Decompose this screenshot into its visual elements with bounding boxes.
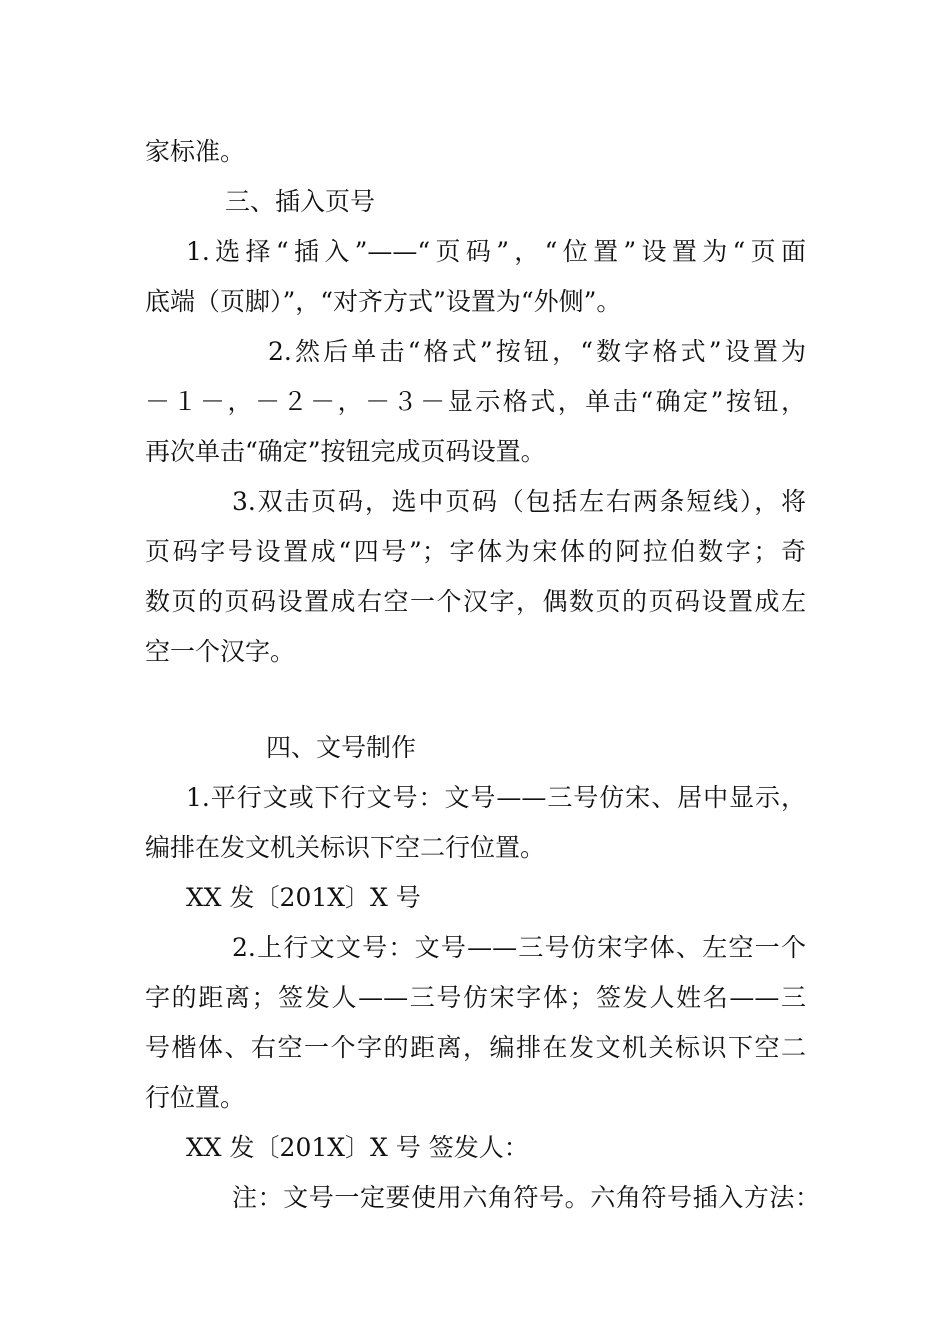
text-line: 再次单击“确定”按钮完成页码设置。 [145,437,546,466]
note-line: 注：文号一定要使用六角符号。六角符号插入方法： [232,1183,820,1212]
text-line: 家标准。 [145,137,246,166]
text-line: 1.选择“插入”——“页码”，“位置”设置为“页面 [186,237,806,266]
text-line: －１－，－２－，－３－显示格式，单击“确定”按钮， [145,387,806,416]
section-heading: 三、插入页号 [225,187,376,216]
text-line: 2.上行文文号：文号——三号仿宋字体、左空一个 [232,933,806,962]
text-line: 数页的页码设置成右空一个汉字，偶数页的页码设置成左 [145,587,806,616]
section-heading: 四、文号制作 [266,733,417,762]
text-line: 1.平行文或下行文号：文号——三号仿宋、居中显示， [186,783,806,812]
text-line: 2.然后单击“格式”按钮，“数字格式”设置为 [268,337,806,366]
text-line: 底端（页脚）”，“对齐方式”设置为“外侧”。 [145,287,622,316]
text-line: 空一个汉字。 [145,637,296,666]
text-line: 3.双击页码，选中页码（包括左右两条短线），将 [232,487,806,516]
text-line: 页码字号设置成“四号”；字体为宋体的阿拉伯数字；奇 [145,537,806,566]
text-line: 行位置。 [145,1083,246,1112]
text-line: 号楷体、右空一个字的距离，编排在发文机关标识下空二 [145,1033,806,1062]
doc-number-example: XX 发〔201X〕X 号 [186,883,421,912]
doc-number-example: XX 发〔201X〕X 号 签发人： [186,1133,529,1162]
text-line: 字的距离；签发人——三号仿宋字体；签发人姓名——三 [145,983,806,1012]
text-line: 编排在发文机关标识下空二行位置。 [145,833,546,862]
